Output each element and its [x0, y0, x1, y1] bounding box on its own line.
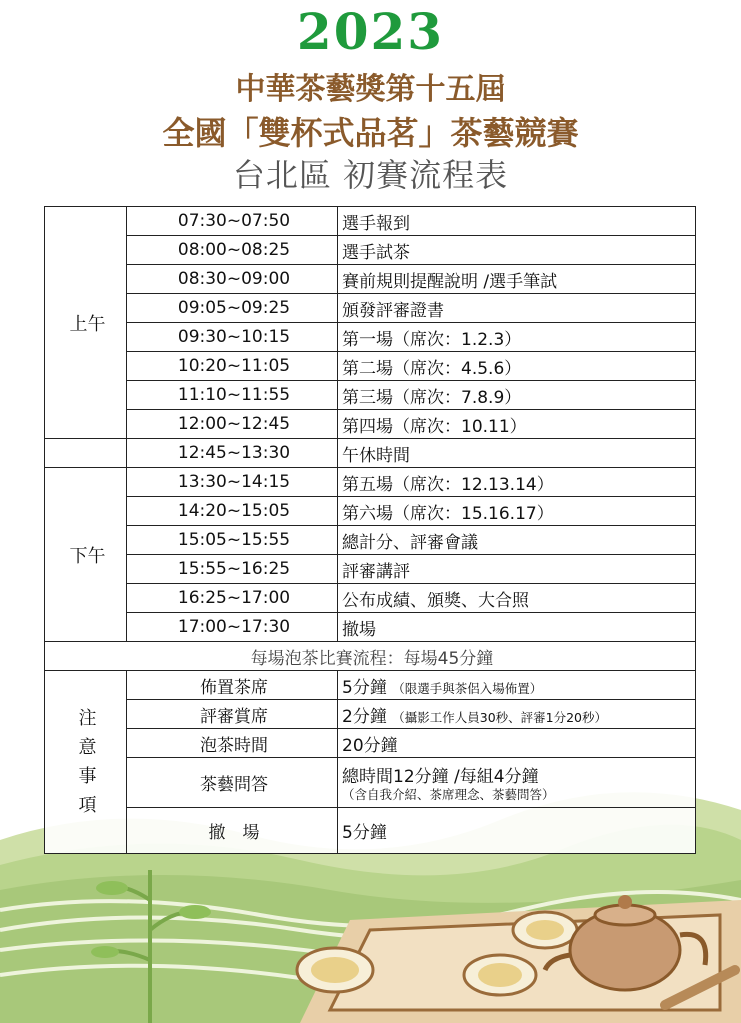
time-cell: 09:30~10:15	[127, 323, 338, 352]
table-row	[45, 808, 696, 854]
note-item: 佈置茶席	[127, 671, 338, 700]
note-item: 茶藝問答	[127, 758, 338, 808]
notes-heading	[45, 671, 127, 854]
time-cell: 12:00~12:45	[127, 410, 338, 439]
time-cell: 14:20~15:05	[127, 497, 338, 526]
table-row	[45, 352, 696, 381]
notes-heading-char: 事	[78, 766, 97, 787]
notes-heading-char: 注	[78, 708, 97, 729]
event-cell: 評審講評	[338, 555, 696, 584]
note-remark: （含自我介紹、茶席理念、茶藝問答）	[342, 787, 555, 802]
match-flow-banner: 每場泡茶比賽流程：每場45分鐘	[45, 642, 696, 671]
time-cell: 15:05~15:55	[127, 526, 338, 555]
title-line-2: 全國「雙杯式品茗」茶藝競賽	[162, 114, 579, 152]
time-cell: 12:45~13:30	[127, 439, 338, 468]
time-cell: 16:25~17:00	[127, 584, 338, 613]
table-row	[45, 584, 696, 613]
table-row	[45, 294, 696, 323]
note-remark: （限選手與茶侶入場佈置）	[392, 680, 543, 696]
banner-row	[45, 642, 696, 671]
note-duration: 5分鐘	[342, 677, 387, 698]
event-cell: 賽前規則提醒說明 /選手筆試	[338, 265, 696, 294]
event-cell: 第四場（席次：10.11）	[338, 410, 696, 439]
schedule-table	[44, 206, 696, 854]
event-cell: 頒發評審證書	[338, 294, 696, 323]
time-cell: 08:00~08:25	[127, 236, 338, 265]
time-cell: 10:20~11:05	[127, 352, 338, 381]
note-item: 評審賞席	[127, 700, 338, 729]
event-cell: 公布成績、頒獎、大合照	[338, 584, 696, 613]
note-remark: （攝影工作人員30秒、評審1分20秒）	[392, 709, 607, 725]
event-cell: 撤場	[338, 613, 696, 642]
table-row	[45, 439, 696, 468]
table-row	[45, 236, 696, 265]
note-item: 撤 場	[127, 808, 338, 854]
note-value	[338, 808, 696, 854]
event-cell: 第二場（席次：4.5.6）	[338, 352, 696, 381]
table-row	[45, 758, 696, 808]
event-cell: 第一場（席次：1.2.3）	[338, 323, 696, 352]
table-row	[45, 555, 696, 584]
event-cell: 總計分、評審會議	[338, 526, 696, 555]
event-cell: 第五場（席次：12.13.14）	[338, 468, 696, 497]
time-cell: 17:00~17:30	[127, 613, 338, 642]
note-duration: 20分鐘	[342, 735, 398, 756]
time-cell: 07:30~07:50	[127, 207, 338, 236]
note-value	[338, 671, 696, 700]
note-value	[338, 758, 696, 808]
title-line-1: 中華茶藝獎第十五屆	[235, 72, 506, 107]
time-cell: 11:10~11:55	[127, 381, 338, 410]
table-row	[45, 468, 696, 497]
period-blank	[45, 439, 127, 468]
table-row	[45, 410, 696, 439]
table-row	[45, 671, 696, 700]
event-cell: 第六場（席次：15.16.17）	[338, 497, 696, 526]
time-cell: 13:30~14:15	[127, 468, 338, 497]
period-afternoon: 下午	[45, 468, 127, 642]
table-row	[45, 323, 696, 352]
time-cell: 08:30~09:00	[127, 265, 338, 294]
table-row	[45, 526, 696, 555]
event-cell: 第三場（席次：7.8.9）	[338, 381, 696, 410]
note-value	[338, 700, 696, 729]
note-item: 泡茶時間	[127, 729, 338, 758]
title-line-3: 台北區 初賽流程表	[232, 156, 509, 194]
period-morning: 上午	[45, 207, 127, 439]
time-cell: 15:55~16:25	[127, 555, 338, 584]
note-duration: 2分鐘	[342, 706, 387, 727]
note-duration: 總時間12分鐘 /每組4分鐘	[342, 767, 539, 787]
year-title: 2023	[296, 2, 445, 61]
note-duration: 5分鐘	[342, 823, 387, 843]
table-row	[45, 729, 696, 758]
table-row	[45, 265, 696, 294]
notes-heading-char: 意	[78, 737, 97, 758]
table-row	[45, 613, 696, 642]
note-value	[338, 729, 696, 758]
event-cell: 選手試茶	[338, 236, 696, 265]
table-row	[45, 700, 696, 729]
notes-heading-char: 項	[78, 795, 97, 816]
time-cell: 09:05~09:25	[127, 294, 338, 323]
table-row	[45, 381, 696, 410]
event-cell: 選手報到	[338, 207, 696, 236]
event-cell: 午休時間	[338, 439, 696, 468]
table-row	[45, 207, 696, 236]
table-row	[45, 497, 696, 526]
